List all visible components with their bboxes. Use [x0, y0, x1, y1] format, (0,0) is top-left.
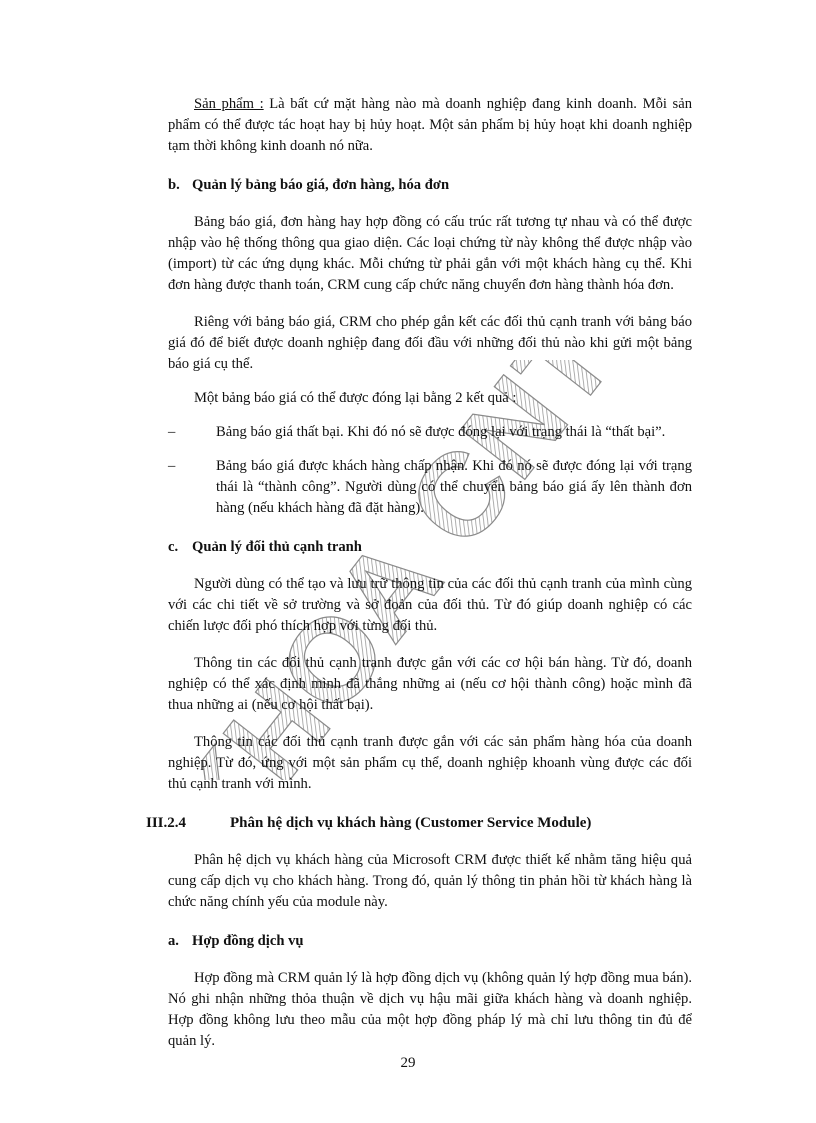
- paragraph-a1: Hợp đồng mà CRM quản lý là hợp đồng dịch vụ (không quản lý hợp đồng mua bán). Nó ghi nhận những thỏa thuận về dịch vụ hậu mãi giữa khách hàng và doanh nghiệp. Hợp đồng không lưu theo mẫu của một hợp đồng pháp lý mà chỉ lưu thông tin đủ để quản lý.: [168, 970, 692, 1049]
- heading-a-label: a.: [168, 933, 179, 949]
- watermark-text: KHOA CNTT: [195, 360, 675, 780]
- paragraph-b2: Riêng với bảng báo giá, CRM cho phép gắn kết các đối thủ cạnh tranh với bảng báo giá đó để biết được doanh nghiệp đang đối đầu với những đối thủ nào khi gửi một bảng báo giá cụ thể.: [168, 314, 692, 372]
- section-number: III.2.4: [146, 815, 187, 831]
- heading-b-label: b.: [168, 177, 180, 193]
- term-san-pham: Sản phẩm :: [194, 96, 264, 112]
- paragraph-c3: Thông tin các đối thủ cạnh tranh được gắn với các sản phẩm hàng hóa của doanh nghiệp. Từ đó, ứng với một sản phẩm cụ thể, doanh nghiệp khoanh vùng được các đối thủ cạnh tranh với mình.: [168, 734, 692, 792]
- section-title: Phân hệ dịch vụ khách hàng (Customer Service Module): [230, 815, 592, 831]
- list-item: [168, 422, 692, 443]
- paragraph-san-pham: [168, 94, 692, 157]
- dash-bullet: –: [168, 458, 176, 474]
- heading-b: [168, 175, 692, 196]
- heading-a: [168, 931, 692, 952]
- heading-c: [168, 537, 692, 558]
- paragraph-b3: Một bảng báo giá có thể được đóng lại bằng 2 kết quả :: [194, 390, 517, 406]
- section-heading: [146, 813, 692, 834]
- dash-bullet: –: [168, 424, 176, 440]
- page-number: 29: [400, 1055, 416, 1071]
- page-content: [146, 94, 692, 1052]
- list-item: [168, 456, 692, 519]
- heading-c-label: c.: [168, 539, 179, 555]
- heading-a-title: Hợp đồng dịch vụ: [192, 933, 304, 949]
- paragraph-c1: Người dùng có thể tạo và lưu trữ thông tin của các đối thủ cạnh tranh của mình cùng với các chi tiết về sở trường và sở đoản của đối thủ. Từ đó giúp doanh nghiệp có các chiến lược đối phó thích hợp với từng đối thủ.: [168, 576, 692, 634]
- paragraph-san-pham-text: Là bất cứ mặt hàng nào mà doanh nghiệp đang kinh doanh. Mỗi sản phẩm có thể được tác hoạt hay bị hủy hoạt. Một sản phẩm bị hủy hoạt khi doanh nghiệp tạm thời không kinh doanh nó nữa.: [168, 96, 692, 154]
- paragraph-s1: Phân hệ dịch vụ khách hàng của Microsoft CRM được thiết kế nhằm tăng hiệu quả cung cấp dịch vụ cho khách hàng. Trong đó, quản lý thông tin phản hồi từ khách hàng là chức năng chính yếu của module này.: [168, 852, 692, 910]
- paragraph-c2: Thông tin các đối thủ cạnh tranh được gắn với các cơ hội bán hàng. Từ đó, doanh nghiệp có thể xác định mình đã thắng những ai (nếu cơ hội thành công) hoặc mình đã thua những ai (nếu cơ hội thất bại).: [168, 655, 692, 713]
- result-list: [168, 422, 692, 519]
- paragraph-b1: Bảng báo giá, đơn hàng hay hợp đồng có cấu trúc rất tương tự nhau và có thể được nhập vào hệ thống thông qua giao diện. Các loại chứng từ này không thể được nhập vào (import) từ các ứng dụng khác. Mỗi chứng từ phải gắn với một khách hàng cụ thể. Khi đơn hàng được thanh toán, CRM cung cấp chức năng chuyển đơn hàng thành hóa đơn.: [168, 214, 692, 293]
- list-item-text: Bảng báo giá được khách hàng chấp nhận. Khi đó nó sẽ được đóng lại với trạng thái là “thành công”. Người dùng có thể chuyển bảng báo giá ấy lên thành đơn hàng (nếu khách hàng đã đặt hàng).: [216, 458, 692, 516]
- heading-b-title: Quản lý bảng báo giá, đơn hàng, hóa đơn: [192, 177, 450, 193]
- list-item-text: Bảng báo giá thất bại. Khi đó nó sẽ được đóng lại với trạng thái là “thất bại”.: [216, 424, 666, 440]
- heading-c-title: Quản lý đối thủ cạnh tranh: [192, 539, 362, 555]
